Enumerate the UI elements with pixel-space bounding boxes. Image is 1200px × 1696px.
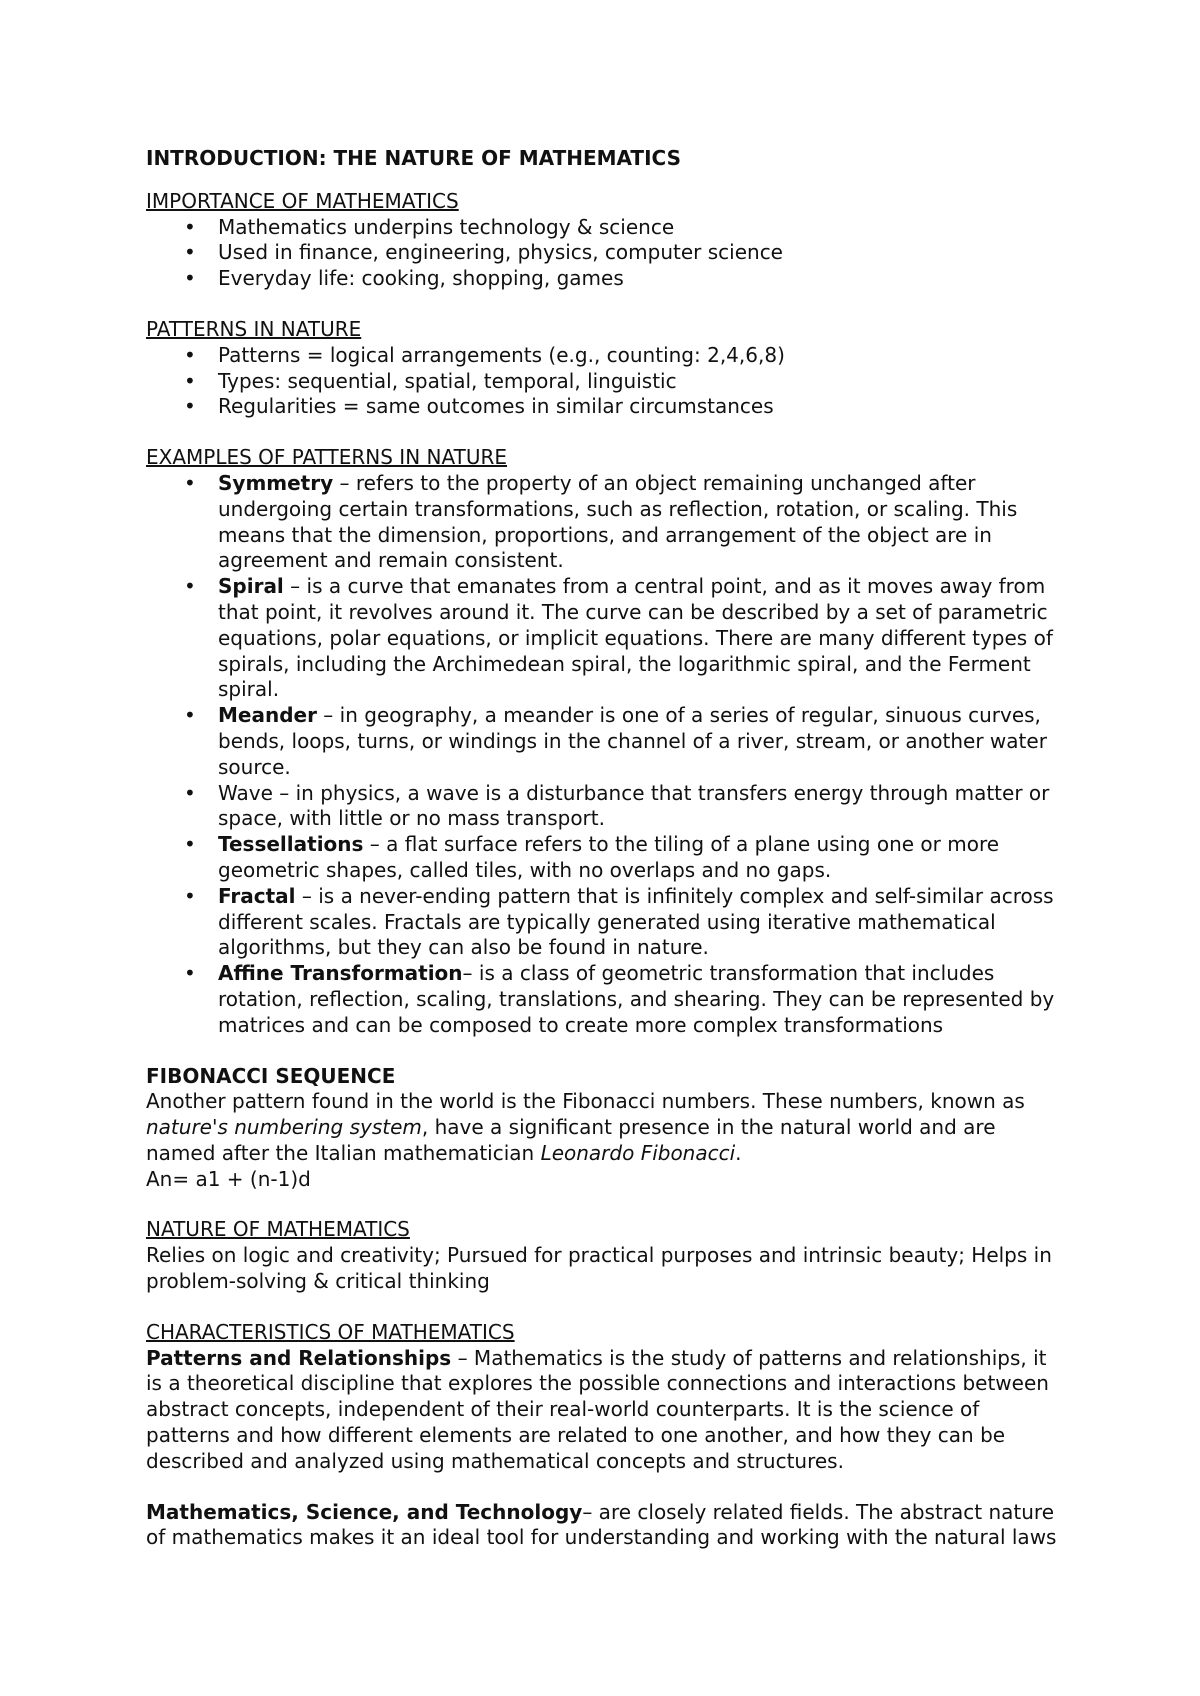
list-item: • Wave – in physics, a wave is a disturbance that transfers energy through matter or space, with little or no mass transport. bbox=[184, 780, 1050, 831]
bullet-icon: • bbox=[184, 780, 196, 805]
term-spiral: Spiral bbox=[218, 574, 284, 599]
list-item: • Types: sequential, spatial, temporal, linguistic bbox=[184, 368, 677, 393]
characteristics-paragraph: Mathematics, Science, and Technology– are closely related fields. The abstract nature of mathematics makes it an ideal tool for understanding and working with the natural laws bbox=[146, 1499, 1057, 1550]
bullet-icon: • bbox=[184, 394, 196, 419]
examples-heading: EXAMPLES OF PATTERNS IN NATURE bbox=[146, 445, 508, 470]
list-item: • Fractal – is a never-ending pattern that is infinitely complex and self-similar across different scales. Fractals are typically generated using iterative mathematical algorithms, but they can also be found in nature. bbox=[184, 883, 1054, 960]
bullet-icon: • bbox=[184, 470, 196, 495]
nature-paragraph: Relies on logic and creativity; Pursued for practical purposes and intrinsic beauty; Helps in problem-solving & critical thinking bbox=[146, 1243, 1052, 1294]
fibonacci-italic-name: Leonardo Fibonacci bbox=[540, 1140, 736, 1165]
bullet-icon: • bbox=[184, 703, 196, 728]
bullet-icon: • bbox=[184, 240, 196, 265]
fibonacci-heading: FIBONACCI SEQUENCE bbox=[146, 1063, 396, 1088]
importance-heading: IMPORTANCE OF MATHEMATICS bbox=[146, 188, 459, 213]
list-item: • Used in finance, engineering, physics, computer science bbox=[184, 240, 783, 265]
bullet-icon: • bbox=[184, 883, 196, 908]
list-item: • Symmetry – refers to the property of an object remaining unchanged after undergoing certain transformations, such as reflection, rotation, or scaling. This means that the dimension, proportions, and arrangement of the object are in agreement and remain consistent. bbox=[184, 470, 1018, 573]
document-title: INTRODUCTION: THE NATURE OF MATHEMATICS bbox=[146, 146, 681, 170]
bullet-icon: • bbox=[184, 368, 196, 393]
bullet-icon: • bbox=[184, 574, 196, 599]
term-tessellations: Tessellations bbox=[218, 832, 364, 857]
characteristics-paragraph: Patterns and Relationships – Mathematics is the study of patterns and relationships, it is a theoretical discipline that explores the possible connections and interactions between abstract concepts, independent of their real-world counterparts. It is the science of patterns and how different elements are related to one another, and how they can be described and analyzed using mathematical concepts and structures. bbox=[146, 1345, 1049, 1473]
bullet-icon: • bbox=[184, 214, 196, 239]
term-fractal: Fractal bbox=[218, 883, 296, 908]
nature-heading: NATURE OF MATHEMATICS bbox=[146, 1217, 410, 1242]
characteristics-heading: CHARACTERISTICS OF MATHEMATICS bbox=[146, 1319, 515, 1344]
bullet-icon: • bbox=[184, 961, 196, 986]
bullet-icon: • bbox=[184, 266, 196, 291]
fibonacci-formula: An= a1 + (n-1)d bbox=[146, 1166, 311, 1191]
bullet-icon: • bbox=[184, 342, 196, 367]
list-item: • Mathematics underpins technology & science bbox=[184, 214, 675, 239]
list-item: • Patterns = logical arrangements (e.g., counting: 2,4,6,8) bbox=[184, 342, 785, 367]
term-symmetry: Symmetry bbox=[218, 470, 334, 495]
examples-list bbox=[146, 471, 1066, 1039]
term-math-science-technology: Mathematics, Science, and Technology bbox=[146, 1499, 583, 1524]
fibonacci-paragraph: Another pattern found in the world is the Fibonacci numbers. These numbers, known as nature's numbering system, have a significant presence in the natural world and are named after the Italian mathematician Leonardo Fibonacci. bbox=[146, 1089, 1025, 1165]
fibonacci-italic-term: nature's numbering system bbox=[146, 1115, 422, 1140]
term-patterns-relationships: Patterns and Relationships bbox=[146, 1345, 452, 1370]
list-item: • Spiral – is a curve that emanates from a central point, and as it moves away from that point, it revolves around it. The curve can be described by a set of parametric equations, polar equations, or implicit equations. There are many different types of spirals, including the Archimedean spiral, the logarithmic spiral, and the Ferment spiral. bbox=[184, 574, 1053, 702]
document-page bbox=[146, 146, 1066, 1551]
bullet-icon: • bbox=[184, 832, 196, 857]
patterns-heading: PATTERNS IN NATURE bbox=[146, 316, 362, 341]
list-item: • Everyday life: cooking, shopping, games bbox=[184, 266, 624, 291]
list-item: • Regularities = same outcomes in similar circumstances bbox=[184, 394, 774, 419]
term-affine-transformation: Affine Transformation bbox=[218, 961, 463, 986]
term-meander: Meander bbox=[218, 703, 317, 728]
patterns-list bbox=[146, 343, 1066, 420]
importance-list bbox=[146, 215, 1066, 292]
list-item: • Tessellations – a flat surface refers to the tiling of a plane using one or more geometric shapes, called tiles, with no overlaps and no gaps. bbox=[184, 832, 1000, 882]
list-item: • Affine Transformation– is a class of geometric transformation that includes rotation, reflection, scaling, translations, and shearing. They can be represented by matrices and can be composed to create more complex transformations bbox=[184, 961, 1055, 1037]
list-item: • Meander – in geography, a meander is one of a series of regular, sinuous curves, bends, loops, turns, or windings in the channel of a river, stream, or another water source. bbox=[184, 703, 1047, 779]
